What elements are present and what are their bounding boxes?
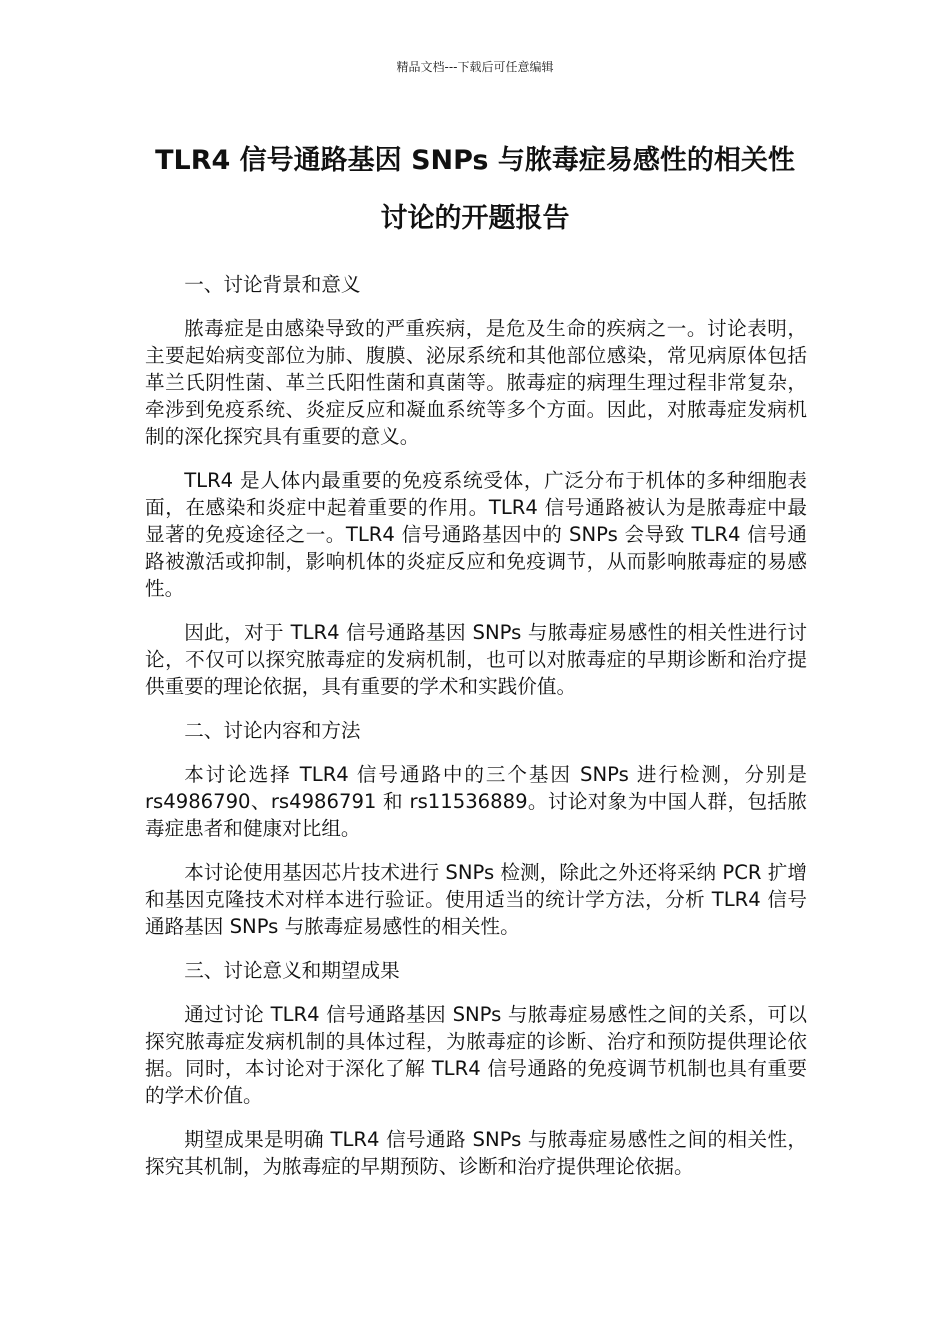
paragraph-significance-2: 期望成果是明确 TLR4 信号通路 SNPs 与脓毒症易感性之间的相关性，探究其机制，为脓毒症的早期预防、诊断和治疗提供理论依据。 bbox=[145, 1128, 807, 1178]
section-heading-methods: 二、讨论内容和方法 bbox=[184, 719, 361, 742]
section-heading-significance: 三、讨论意义和期望成果 bbox=[184, 959, 400, 982]
paragraph-methods-1: 本讨论选择 TLR4 信号通路中的三个基因 SNPs 进行检测，分别是 rs4986790、rs4986791 和 rs11536889。讨论对象为中国人群，包括脓毒症患者和健康对比组。 bbox=[145, 763, 807, 840]
paragraph-background-3: 因此，对于 TLR4 信号通路基因 SNPs 与脓毒症易感性的相关性进行讨论，不仅可以探究脓毒症的发病机制，也可以对脓毒症的早期诊断和治疗提供重要的理论依据，具有重要的学术和实践价值。 bbox=[145, 621, 807, 698]
section-heading-background: 一、讨论背景和意义 bbox=[184, 273, 361, 296]
paragraph-background-1: 脓毒症是由感染导致的严重疾病，是危及生命的疾病之一。讨论表明，主要起始病变部位为肺、腹膜、泌尿系统和其他部位感染，常见病原体包括革兰氏阴性菌、革兰氏阳性菌和真菌等。脓毒症的病理生理过程非常复杂，牵涉到免疫系统、炎症反应和凝血系统等多个方面。因此，对脓毒症发病机制的深化探究具有重要的意义。 bbox=[145, 317, 807, 448]
document-body bbox=[145, 271, 807, 1197]
document-title-line-2: 讨论的开题报告 bbox=[380, 203, 570, 234]
paragraph-background-2: TLR4 是人体内最重要的免疫系统受体，广泛分布于机体的多种细胞表面，在感染和炎症中起着重要的作用。TLR4 信号通路被认为是脓毒症中最显著的免疫途径之一。TLR4 信号通路基因中的 SNPs 会导致 TLR4 信号通路被激活或抑制，影响机体的炎症反应和免疫调节，从而影响脓毒症的易感性。 bbox=[145, 469, 807, 600]
header-note: 精品文档---下载后可任意编辑 bbox=[396, 60, 554, 74]
paragraph-significance-1: 通过讨论 TLR4 信号通路基因 SNPs 与脓毒症易感性之间的关系，可以探究脓毒症发病机制的具体过程，为脓毒症的诊断、治疗和预防提供理论依据。同时，本讨论对于深化了解 TLR4 信号通路的免疫调节机制也具有重要的学术价值。 bbox=[145, 1003, 807, 1107]
paragraph-methods-2: 本讨论使用基因芯片技术进行 SNPs 检测，除此之外还将采纳 PCR 扩增和基因克隆技术对样本进行验证。使用适当的统计学方法，分析 TLR4 信号通路基因 SNPs 与脓毒症易感性的相关性。 bbox=[145, 861, 807, 938]
document-title-line-1: TLR4 信号通路基因 SNPs 与脓毒症易感性的相关性 bbox=[155, 145, 795, 176]
